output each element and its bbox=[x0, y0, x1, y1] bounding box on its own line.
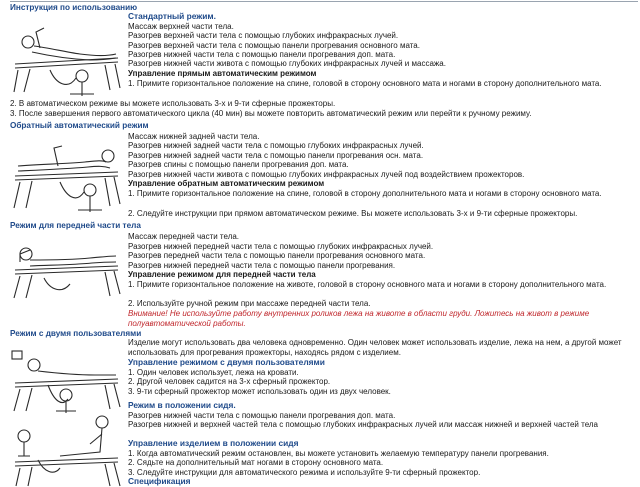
reverse-line: Разогрев нижней задней части тела с помощью панели прогревания осн. мата. bbox=[128, 151, 424, 160]
front-line: Массаж передней части тела. bbox=[128, 232, 240, 241]
front-step-2: 2. Используйте ручной режим при массаже передней части тела. bbox=[128, 299, 371, 308]
reverse-line: Разогрев спины с помощью панели прогревания доп. мата. bbox=[128, 160, 349, 169]
reverse-line: Массаж нижней задней части тела. bbox=[128, 132, 260, 141]
standard-title: Стандартный режим. bbox=[128, 11, 216, 21]
sitting-control-title: Управление изделием в положении сидя bbox=[128, 438, 299, 448]
two-users-illustration bbox=[10, 345, 125, 415]
reverse-step-1: 1. Примите горизонтальное положение на спине, головой в сторону дополнительного мата и ногами в сторону основного мата. bbox=[128, 189, 602, 198]
front-mode-illustration bbox=[10, 234, 125, 304]
sitting-step: 3. Следуйте инструкции для автоматического режима и используйте 9-ти сферный прожектор. bbox=[128, 468, 481, 477]
sitting-title: Режим в положении сидя. bbox=[128, 400, 236, 410]
front-step-1: 1. Примите горизонтальное положение на животе, головой в сторону основного мата и ногами в сторону дополнительного мата. bbox=[128, 280, 607, 289]
standard-line: Разогрев верхней части тела с помощью панели прогревания основного мата. bbox=[128, 41, 420, 50]
front-line: Разогрев нижней передней части тела с помощью панели прогревания. bbox=[128, 261, 396, 270]
sitting-line: Разогрев нижней части тела с помощью панели прогревания доп. мата. bbox=[128, 411, 396, 420]
two-users-title: Режим с двумя пользователями bbox=[10, 329, 142, 338]
two-users-step: 1. Один человек использует, лежа на кровати. bbox=[128, 368, 299, 377]
reverse-mode-illustration bbox=[10, 134, 125, 214]
front-control-title: Управление режимом для передней части тела bbox=[128, 270, 316, 279]
standard-line: Разогрев нижней части тела с помощью панели прогревания доп. мата. bbox=[128, 50, 396, 59]
reverse-title: Обратный автоматический режим bbox=[10, 121, 149, 130]
two-users-intro: Изделие могут использовать два человека одновременно. Один человек может использовать изделие, лежа на нем, а другой может использовать для прогревания прожекторы, находясь рядом с изделием. bbox=[128, 338, 622, 357]
standard-mode-illustration bbox=[10, 18, 125, 98]
two-users-step: 3. 9-ти сферный прожектор может использовать один из двух человек. bbox=[128, 387, 391, 396]
standard-line: Массаж верхней части тела. bbox=[128, 22, 234, 31]
front-title: Режим для передней части тела bbox=[10, 221, 141, 230]
reverse-control-title: Управление обратным автоматическим режимом bbox=[128, 179, 325, 188]
reverse-step-2: 2. Следуйте инструкции при прямом автоматическом режиме. Вы можете использовать 3-х и 9-ти сферные прожекторы. bbox=[128, 209, 578, 218]
sitting-mode-illustration bbox=[10, 412, 125, 487]
front-line: Разогрев нижней передней части тела с помощью глубоких инфракрасных лучей. bbox=[128, 242, 434, 251]
two-users-control-title: Управление режимом с двумя пользователями bbox=[128, 357, 325, 367]
standard-step-2: 2. В автоматическом режиме вы можете использовать 3-х и 9-ти сферные прожекторы. bbox=[10, 99, 336, 108]
sitting-line: Разогрев нижней и верхней частей тела с помощью глубоких инфракрасных лучей или массаж нижней и верхней частей тела bbox=[128, 420, 598, 429]
top-divider bbox=[10, 1, 638, 2]
sitting-step: 1. Когда автоматический режим остановлен, вы можете установить желаемую температуру панели прогревания. bbox=[128, 449, 549, 458]
reverse-line: Разогрев нижней части живота с помощью глубоких инфракрасных лучей под воздействием прожекторов. bbox=[128, 170, 525, 179]
standard-control-title: Управление прямым автоматическим режимом bbox=[128, 69, 317, 78]
standard-line: Разогрев верхней части тела с помощью глубоких инфракрасных лучей. bbox=[128, 31, 399, 40]
spec-title: Спецификация bbox=[128, 476, 191, 486]
standard-step-1: 1. Примите горизонтальное положение на спине, головой в сторону основного мата и ногами в сторону дополнительного мата. bbox=[128, 79, 602, 88]
front-warning: Внимание! Не используйте работу внутренних роликов лежа на животе в области груди. Ложитесь на живот в режиме полуавтоматической работы. bbox=[128, 309, 590, 328]
two-users-step: 2. Другой человек садится на 3-х сферный прожектор. bbox=[128, 377, 331, 386]
reverse-line: Разогрев нижней задней части тела с помощью глубоких инфракрасных лучей. bbox=[128, 141, 424, 150]
standard-step-3: 3. После завершения первого автоматического цикла (40 мин) вы можете повторить автоматический режим или перейти к ручному режиму. bbox=[10, 109, 532, 118]
page-title: Инструкция по использованию bbox=[10, 3, 138, 12]
standard-line: Разогрев нижней части живота с помощью глубоких инфракрасных лучей и массажа. bbox=[128, 59, 446, 68]
sitting-step: 2. Сядьте на дополнительный мат ногами в сторону основного мата. bbox=[128, 458, 384, 467]
front-line: Разогрев передней части тела с помощью панели прогревания основного мата. bbox=[128, 251, 426, 260]
